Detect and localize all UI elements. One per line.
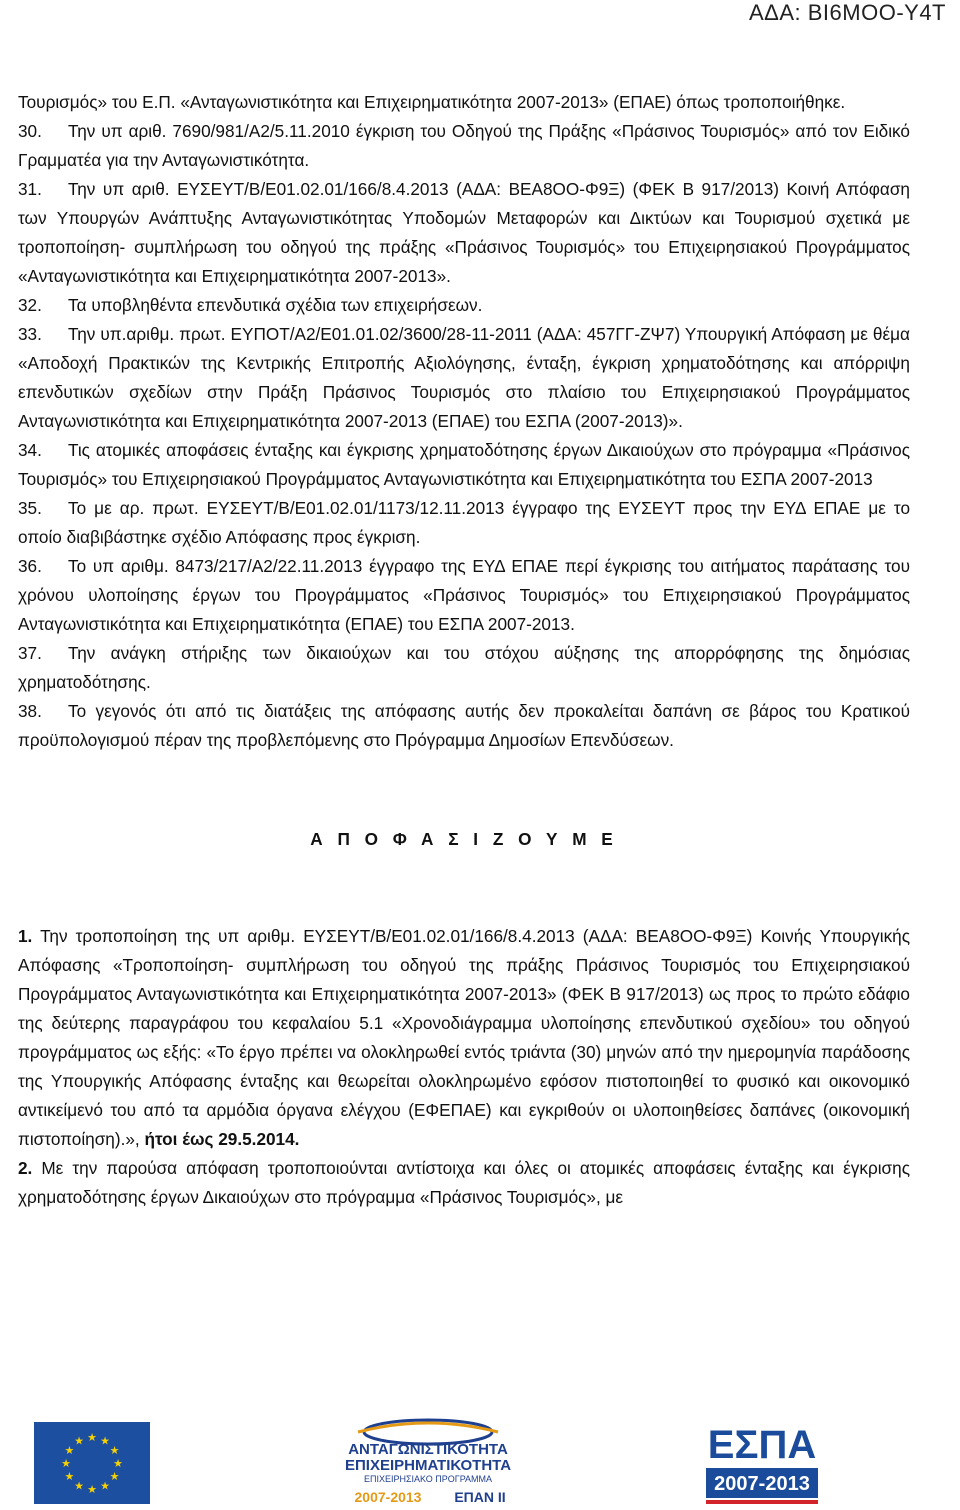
eu-star-icon: ★ bbox=[74, 1479, 84, 1493]
paragraph-text: Την υπ.αριθμ. πρωτ. ΕΥΠΟΤ/Α2/Ε01.01.02/3600/28-11-2011 (ΑΔΑ: 457ΓΓ-ΖΨ7) Υπουργική Απόφαση με θέμα «Αποδοχή Πρακτικών της Κεντρικής Επιτροπής Αξιολόγησης, ένταξη, έγκριση χρηματοδότησης και απόρριψη επενδυτικών σχεδίων στην Πράξη Πράσινος Τουρισμός στο πλαίσιο του Επιχειρησιακού Προγράμματος Ανταγωνιστικότητα και Επιχειρηματικότητα 2007-2013 (ΕΠΑΕ) του ΕΣΠΑ (2007-2013)». bbox=[18, 324, 910, 431]
paragraph-number: 34. bbox=[18, 440, 42, 460]
paragraph-33 bbox=[18, 320, 910, 436]
eu-star-icon: ★ bbox=[109, 1444, 120, 1457]
decision-title: Α Π Ο Φ Α Σ Ι Ζ Ο Υ Μ Ε bbox=[310, 829, 618, 849]
eu-star-icon: ★ bbox=[100, 1434, 110, 1448]
eu-star-icon: ★ bbox=[87, 1431, 97, 1444]
anta-line-3: ΕΠΙΧΕΙΡΗΣΙΑΚΟ ΠΡΟΓΡΑΜΜΑ bbox=[363, 1474, 493, 1484]
eu-star-icon: ★ bbox=[64, 1444, 75, 1457]
espa-logo bbox=[702, 1416, 822, 1508]
paragraph-text: Τουρισμός» του Ε.Π. «Ανταγωνιστικότητα και Επιχειρηματικότητα 2007-2013» (ΕΠΑΕ) όπως τροποποιήθηκε. bbox=[18, 92, 846, 112]
paragraph-text: Το με αρ. πρωτ. ΕΥΣΕΥΤ/Β/Ε01.02.01/1173/12.11.2013 έγγραφο της ΕΥΣΕΥΤ προς την ΕΥΔ ΕΠΑΕ με το οποίο διαβιβάστηκε σχέδιο Απόφασης προς έγκριση. bbox=[18, 498, 910, 547]
decision-text: Με την παρούσα απόφαση τροποποιούνται αντίστοιχα και όλες οι ατομικές αποφάσεις ένταξης και έγκρισης χρηματοδότησης έργων Δικαιούχων στο πρόγραμμα «Πράσινος Τουρισμός», με bbox=[18, 1158, 911, 1207]
eu-star-icon: ★ bbox=[100, 1479, 110, 1493]
eu-star-icon: ★ bbox=[64, 1470, 75, 1483]
eu-star-icon: ★ bbox=[87, 1483, 97, 1496]
eu-star-icon: ★ bbox=[109, 1470, 120, 1483]
paragraph-number: 36. bbox=[18, 556, 42, 576]
anta-line-2: ΕΠΙΧΕΙΡΗΜΑΤΙΚΟΤΗΤΑ bbox=[344, 1457, 512, 1474]
paragraph-continuation bbox=[18, 88, 910, 117]
paragraph-36 bbox=[18, 552, 910, 639]
decision-number: 2. bbox=[18, 1158, 33, 1178]
eu-star-icon: ★ bbox=[74, 1434, 84, 1448]
decision-text: Την τροποποίηση της υπ αριθμ. ΕΥΣΕΥΤ/Β/Ε01.02.01/166/8.4.2013 (ΑΔΑ: ΒΕΑ8ΟΟ-Φ9Ξ) Κοινής Υπουργικής Απόφασης «Τροποποίηση- συμπλήρωση του οδηγού της πράξης Πράσινος Τουρισμός του Επιχειρησιακού Προγράμματος Ανταγωνιστικότητα και Επιχειρηματικότητα 2007-2013» (ΦΕΚ Β 917/2013) ως προς το πρώτο εδάφιο της δεύτερης παραγράφου του κεφαλαίου 5.1 «Χρονοδιάγραμμα υλοποίησης επενδυτικού σχεδίου» του οδηγού προγράμματος ως εξής: «Το έργο πρέπει να ολοκληρωθεί εντός τριάντα (30) μηνών από την ημερομηνία παράδοσης της Υπουργικής Απόφασης ένταξης και θεωρείται ολοκληρωμένο εφόσον πιστοποιηθεί το φυσικό και οικονομικό αντικείμενό του από τα αρμόδια όργανα ελέγχου (ΕΦΕΠΑΕ) και εγκριθούν οι υλοποιηθείσες δαπάνες (οικονομική πιστοποίηση).», bbox=[18, 926, 911, 1149]
paragraph-34 bbox=[18, 436, 910, 494]
espa-years: 2007-2013 bbox=[714, 1473, 810, 1495]
paragraph-number: 35. bbox=[18, 498, 42, 518]
footer-logos bbox=[0, 1414, 960, 1510]
paragraph-number: 37. bbox=[18, 643, 42, 663]
paragraph-30 bbox=[18, 117, 910, 175]
paragraph-number: 32. bbox=[18, 295, 42, 315]
paragraph-number: 38. bbox=[18, 701, 42, 721]
ada-code-header: ΑΔΑ: ΒΙ6ΜΟΟ-Υ4Τ bbox=[748, 0, 946, 25]
paragraph-text: Τις ατομικές αποφάσεις ένταξης και έγκρισης χρηματοδότησης έργων Δικαιούχων στο πρόγραμμα «Πράσινος Τουρισμός» του Επιχειρησιακού Προγράμματος Ανταγωνιστικότητα και Επιχειρηματικότητα του ΕΣΠΑ 2007-2013 bbox=[18, 440, 910, 489]
espa-label: ΕΣΠΑ bbox=[707, 1423, 817, 1467]
epan-label: ΕΠΑΝ II bbox=[454, 1489, 506, 1505]
paragraph-text: Το υπ αριθμ. 8473/217/Α2/22.11.2013 έγγραφο της ΕΥΔ ΕΠΑΕ περί έγκρισης του αιτήματος παράτασης του χρόνου υλοποίησης έργων του Προγράμματος «Πράσινος Τουρισμός» του Επιχειρησιακού Προγράμματος Ανταγωνιστικότητα και Επιχειρηματικότητα (ΕΠΑΕ) του ΕΣΠΑ 2007-2013. bbox=[18, 556, 910, 634]
paragraph-text: Την υπ αριθ. 7690/981/Α2/5.11.2010 έγκριση του Οδηγού της Πράξης «Πράσινος Τουρισμός» από τον Ειδικό Γραμματέα για την Ανταγωνιστικότητα. bbox=[18, 121, 910, 170]
paragraph-text: Την υπ αριθ. ΕΥΣΕΥΤ/Β/Ε01.02.01/166/8.4.2013 (ΑΔΑ: ΒΕΑ8ΟΟ-Φ9Ξ) (ΦΕΚ Β 917/2013) Κοινή Απόφαση των Υπουργών Ανάπτυξης Ανταγωνιστικότητας Υποδομών Μεταφορών και Δικτύων και Τουρισμού σχετικά με τροποποίηση- συμπλήρωση του οδηγού της πράξης «Πράσινος Τουρισμός» του Επιχειρησιακού Προγράμματος «Ανταγωνιστικότητα και Επιχειρηματικότητα 2007-2013». bbox=[18, 179, 910, 286]
eu-star-icon: ★ bbox=[61, 1457, 71, 1470]
eu-star-icon: ★ bbox=[113, 1457, 123, 1470]
decision-2 bbox=[18, 1154, 910, 1212]
paragraph-32 bbox=[18, 291, 910, 320]
paragraph-31 bbox=[18, 175, 910, 291]
decision-number: 1. bbox=[18, 926, 33, 946]
paragraph-text: Το γεγονός ότι από τις διατάξεις της απόφασης αυτής δεν προκαλείται δαπάνη σε βάρος του Κρατικού προϋπολογισμού πέραν της προβλεπόμενης στο Πρόγραμμα Δημοσίων Επενδύσεων. bbox=[18, 701, 910, 750]
eu-flag-logo bbox=[34, 1422, 150, 1504]
decision-deadline: ήτοι έως 29.5.2014. bbox=[144, 1129, 300, 1149]
paragraph-text: Τα υποβληθέντα επενδυτικά σχέδια των επιχειρήσεων. bbox=[68, 295, 483, 315]
decision-1 bbox=[18, 922, 910, 1154]
paragraph-number: 30. bbox=[18, 121, 42, 141]
paragraph-number: 33. bbox=[18, 324, 42, 344]
paragraph-number: 31. bbox=[18, 179, 42, 199]
paragraph-37 bbox=[18, 639, 910, 697]
anta-line-1: ΑΝΤΑΓΩΝΙΣΤΙΚΟΤΗΤΑ bbox=[348, 1441, 508, 1458]
document-body bbox=[18, 88, 910, 1212]
paragraph-35 bbox=[18, 494, 910, 552]
anta-years: 2007-2013 bbox=[354, 1489, 422, 1505]
paragraph-38 bbox=[18, 697, 910, 755]
paragraph-text: Την ανάγκη στήριξης των δικαιούχων και του στόχου αύξησης της απορρόφησης της δημόσιας χρηματοδότησης. bbox=[18, 643, 910, 692]
antagonistikotita-logo bbox=[318, 1418, 538, 1510]
